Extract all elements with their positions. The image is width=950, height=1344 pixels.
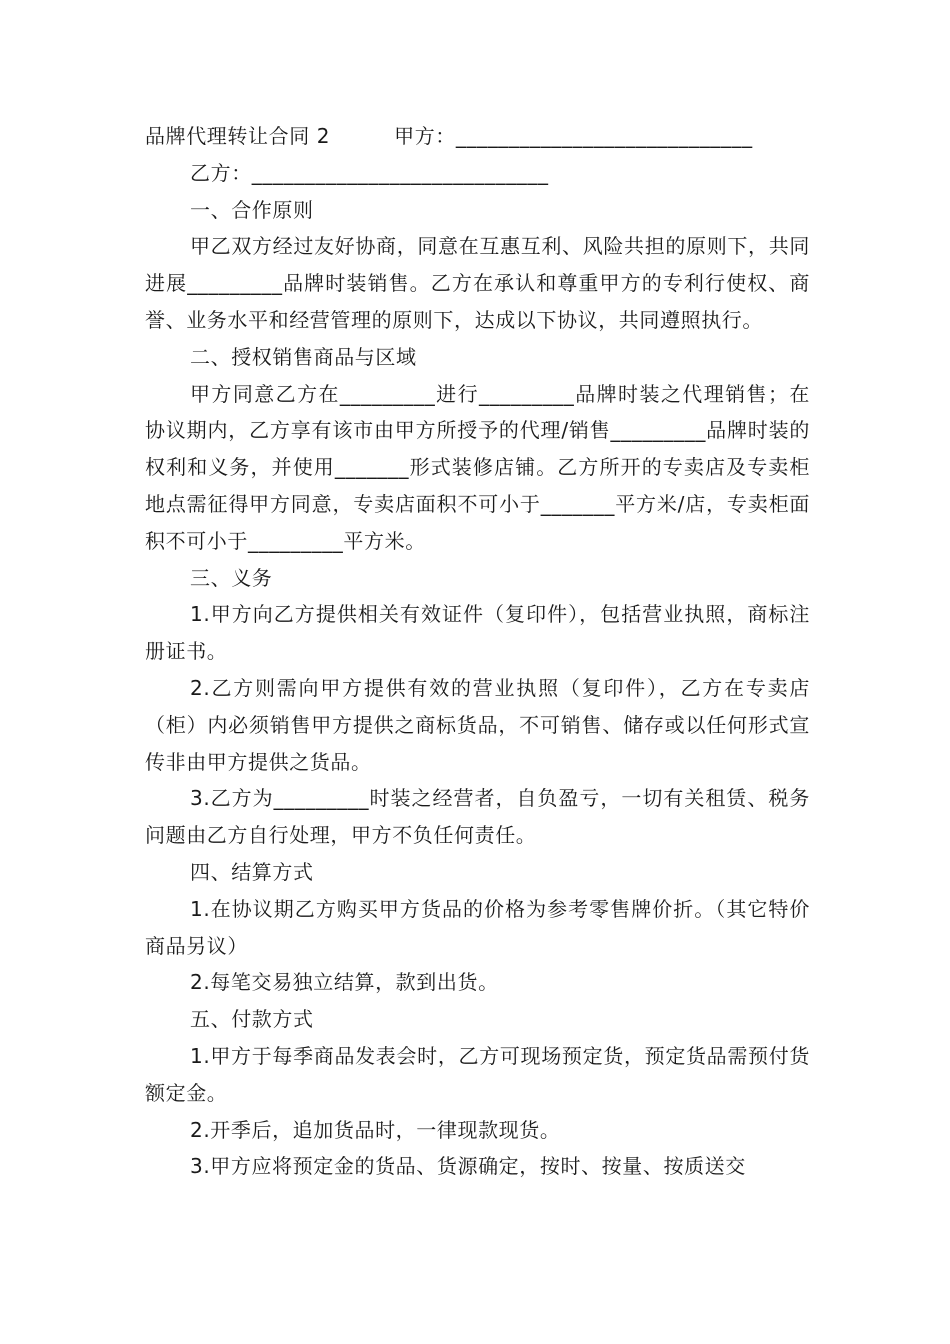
paragraph: 3.甲方应将预定金的货品、货源确定，按时、按量、按质送交 [190,1154,746,1179]
paragraph: 2.每笔交易独立结算，款到出货。 [190,970,499,995]
section-heading: 一、合作原则 [190,197,314,222]
section-heading: 三、义务 [190,565,273,590]
party-b-line: 乙方：____________________________ [190,160,549,185]
paragraph: 甲乙双方经过友好协商，同意在互惠互利、风险共担的原则下，共同进展_________品牌时装销售。乙方在承认和尊重甲方的专利行使权、商誉、业务水平和经营管理的原则下，达成以下协议，共同遵照执行。 [145,234,810,332]
paragraph: 1.甲方于每季商品发表会时，乙方可现场预定货，预定货品需预付货额定金。 [145,1043,810,1105]
title-line [145,118,810,155]
section-heading: 四、结算方式 [190,859,314,884]
contract-body [145,118,810,1185]
party-a-line: 甲方：____________________________ [394,124,753,148]
paragraph: 1.甲方向乙方提供相关有效证件（复印件），包括营业执照，商标注册证书。 [145,602,810,664]
section-heading: 五、付款方式 [190,1007,314,1032]
paragraph: 2.乙方则需向甲方提供有效的营业执照（复印件），乙方在专卖店（柜）内必须销售甲方提供之商标货品，不可销售、储存或以任何形式宣传非由甲方提供之货品。 [145,675,810,774]
paragraph: 1.在协议期乙方购买甲方货品的价格为参考零售牌价折。（其它特价商品另议） [145,896,810,958]
contract-title: 品牌代理转让合同 2 [145,124,331,148]
section-heading: 二、授权销售商品与区域 [190,344,417,369]
paragraph: 3.乙方为_________时装之经营者，自负盈亏，一切有关租赁、税务问题由乙方自行处理，甲方不负任何责任。 [145,786,810,848]
paragraph: 甲方同意乙方在_________进行_________品牌时装之代理销售；在协议期内，乙方享有该市由甲方所授予的代理/销售_________品牌时装的权利和义务，并使用_______形式装修店铺。乙方所开的专卖店及专卖柜地点需征得甲方同意，专卖店面积不可小于_______平方米/店，专卖柜面积不可小于_________平方米。 [145,381,810,553]
paragraph: 2.开季后，追加货品时，一律现款现货。 [190,1117,561,1142]
